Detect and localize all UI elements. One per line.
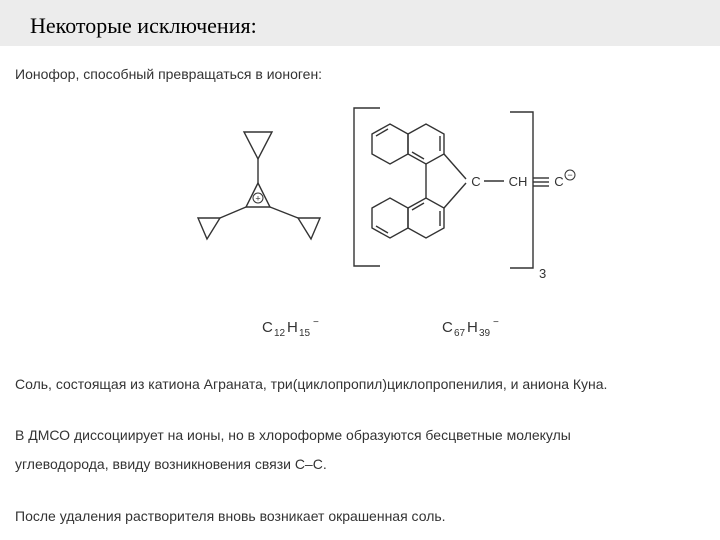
cation-formula-n2: 15 [299, 328, 311, 339]
removal-text: После удаления растворителя вновь возникает окрашенная соль. [15, 508, 446, 524]
anion-c1: C [471, 174, 481, 189]
anion-subscript: 3 [539, 266, 547, 281]
slide-body [0, 46, 720, 540]
anion-formula-c: C [442, 319, 453, 336]
anion-formula-charge: − [493, 317, 499, 328]
anion-formula-n1: 67 [454, 328, 466, 339]
title-bar [0, 0, 720, 46]
slide-title: Некоторые исключения: [30, 13, 257, 38]
intro-text: Ионофор, способный превращаться в ионоген: [15, 66, 323, 82]
dmso-text-line-1: В ДМСО диссоциирует на ионы, но в хлороформе образуются бесцветные молекулы [15, 427, 571, 443]
cation-formula-n1: 12 [274, 328, 286, 339]
anion-formula [442, 317, 499, 339]
cation-formula-c: C [262, 319, 273, 336]
plus-charge-text: + [255, 193, 261, 204]
dmso-text-line-2: углеводорода, ввиду возникновения связи С–С. [15, 456, 327, 472]
minus-charge-text: − [567, 170, 573, 180]
anion-ch: CH [508, 174, 528, 189]
salt-description: Соль, состоящая из катиона Аграната, три(циклопропил)циклопропенилия, и аниона Куна. [15, 376, 608, 392]
cation-formula [262, 317, 319, 339]
anion-formula-n2: 39 [479, 328, 491, 339]
cation-formula-h: H [287, 319, 298, 336]
minus-charge-icon [565, 170, 575, 180]
anion-c2: C [554, 174, 564, 189]
anion-formula-h: H [467, 319, 478, 336]
cation-formula-charge: − [313, 317, 319, 328]
agranat-cation-structure [198, 132, 320, 239]
plus-charge-icon [253, 193, 263, 204]
